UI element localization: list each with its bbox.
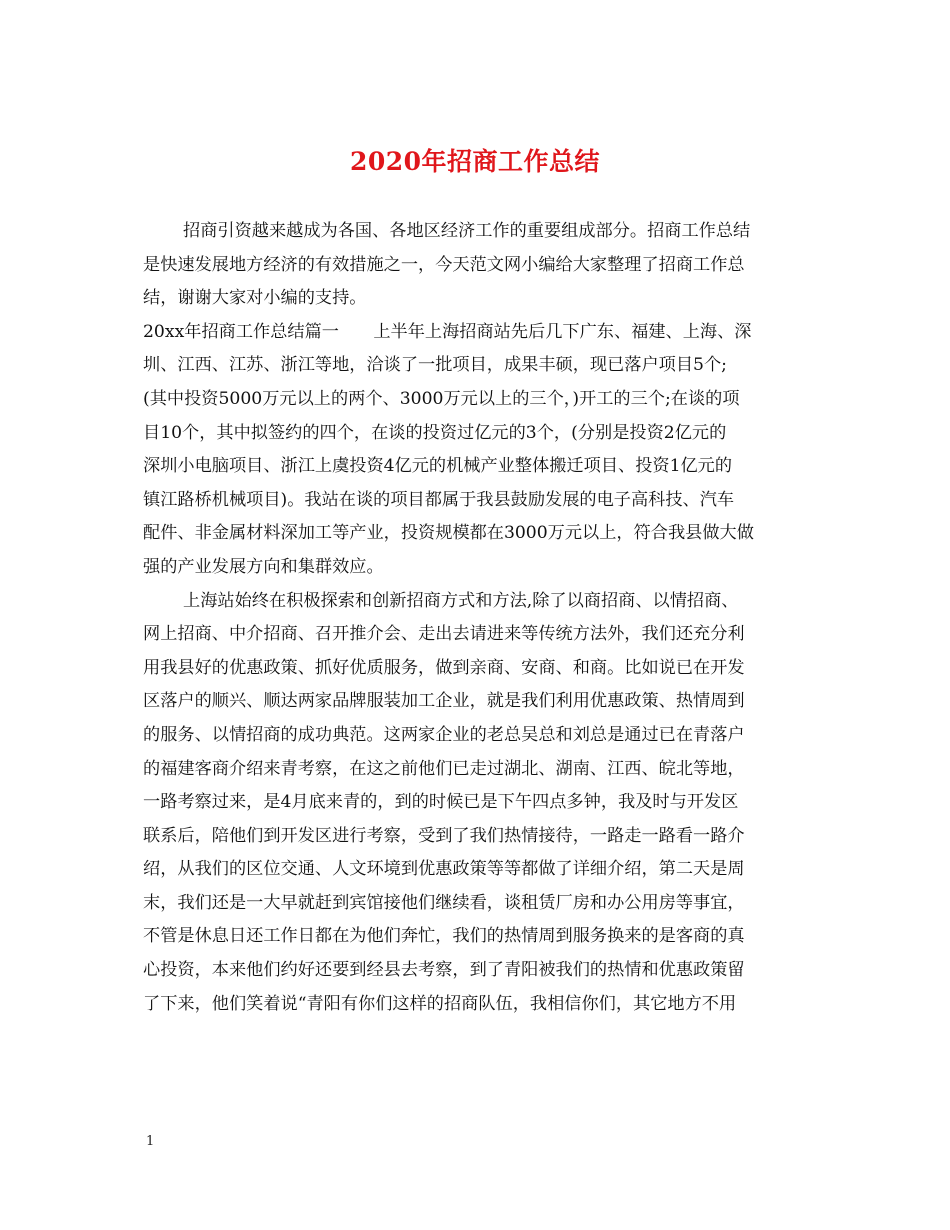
paragraph-line: 深圳小电脑项目、浙江上虞投资4亿元的机械产业整体搬迁项目、投资1亿元的 <box>143 456 733 477</box>
paragraph-line: 一路考察过来，是4月底来青的，到的时候已是下午四点多钟，我及时与开发区 <box>143 792 739 813</box>
paragraph-line: 不管是休息日还工作日都在为他们奔忙，我们的热情周到服务换来的是客商的真 <box>143 926 745 947</box>
paragraph-line: 的福建客商介绍来青考察，在这之前他们已走过湖北、湖南、江西、皖北等地， <box>143 758 745 779</box>
document-body <box>143 215 803 1021</box>
paragraph-line: 是快速发展地方经济的有效措施之一，今天范文网小编给大家整理了招商工作总 <box>143 254 745 275</box>
paragraph-line: 20xx年招商工作总结篇一 上半年上海招商站先后几下广东、福建、上海、深 <box>143 321 752 342</box>
paragraph-line: 上海站始终在积极探索和创新招商方式和方法,除了以商招商、以情招商、 <box>183 590 739 611</box>
document-title: 2020年招商工作总结 <box>349 147 601 176</box>
paragraph-line: 了下来，他们笑着说“青阳有你们这样的招商队伍，我相信你们，其它地方不用 <box>143 993 737 1014</box>
paragraph-line: 联系后，陪他们到开发区进行考察，受到了我们热情接待，一路走一路看一路介 <box>143 825 745 846</box>
paragraph-line: 绍，从我们的区位交通、人文环境到优惠政策等等都做了详细介绍，第二天是周 <box>143 859 745 880</box>
paragraph-line: 末，我们还是一大早就赶到宾馆接他们继续看，谈租赁厂房和办公用房等事宜， <box>143 892 745 913</box>
paragraph-line: 招商引资越来越成为各国、各地区经济工作的重要组成部分。招商工作总结 <box>183 221 751 241</box>
paragraph-line: 强的产业发展方向和集群效应。 <box>143 556 384 577</box>
paragraph-line: 结，谢谢大家对小编的支持。 <box>143 288 367 309</box>
paragraph-line: (其中投资5000万元以上的两个、3000万元以上的三个，)开工的三个;在谈的项 <box>143 388 740 409</box>
paragraph-line: 圳、江西、江苏、浙江等地，洽谈了一批项目，成果丰硕，现已落户项目5个; <box>143 355 727 376</box>
paragraph-line: 的服务、以情招商的成功典范。这两家企业的老总吴总和刘总是通过已在青落户 <box>143 724 745 745</box>
paragraph-line: 网上招商、中介招商、召开推介会、走出去请进来等传统方法外，我们还充分利 <box>143 624 745 645</box>
paragraph-line: 心投资，本来他们约好还要到经县去考察，到了青阳被我们的热情和优惠政策留 <box>143 960 745 981</box>
paragraph-line: 用我县好的优惠政策、抓好优质服务，做到亲商、安商、和商。比如说已在开发 <box>143 657 745 678</box>
paragraph-line: 配件、非金属材料深加工等产业，投资规模都在3000万元以上，符合我县做大做 <box>143 523 754 544</box>
page-number: 1 <box>146 1134 155 1149</box>
paragraph-line: 镇江路桥机械项目)。我站在谈的项目都属于我县鼓励发展的电子高科技、汽车 <box>143 489 735 510</box>
paragraph-line: 目10个，其中拟签约的四个，在谈的投资过亿元的3个，(分别是投资2亿元的 <box>143 422 727 443</box>
paragraph-line: 区落户的顺兴、顺达两家品牌服装加工企业，就是我们利用优惠政策、热情周到 <box>143 691 745 712</box>
